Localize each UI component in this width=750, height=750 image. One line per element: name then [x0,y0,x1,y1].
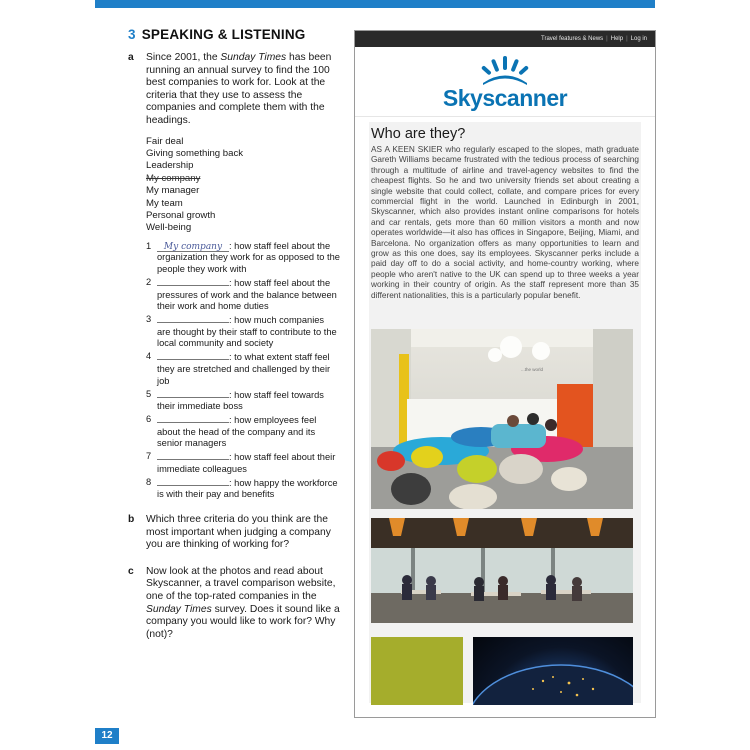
task-a-text-1: Since 2001, the [146,52,221,63]
answer-blank[interactable] [157,351,229,360]
page-number: 12 [95,728,119,744]
heading-option: Fair deal [146,135,184,147]
exercise-column [128,27,340,641]
answer-blank[interactable] [157,451,229,460]
nav-link-travel[interactable]: Travel features & News [541,36,604,42]
answer-blank[interactable] [157,414,229,423]
task-a-letter: a [128,52,134,63]
criteria-item [146,414,340,450]
item-number: 1 [146,240,152,251]
section-number: 3 [128,27,136,42]
nav-link-login[interactable]: Log in [630,36,647,42]
heading-option: Leadership [146,160,194,172]
answer-blank[interactable]: My company [157,243,229,252]
heading-option: My manager [146,185,200,197]
task-b-letter: b [128,514,135,526]
article-nav-bar: Travel features & News | Help | Log in [355,31,655,47]
top-accent-bar [95,0,655,8]
item-number: 2 [146,276,152,287]
task-a-text-2: has been running an annual survey to find the 100 best companies to work for. Look at the criteria that they use to assess the companies and complete them with the headings. [146,52,332,126]
sunrise-logo-icon [477,54,533,86]
nav-link-help[interactable]: Help [610,36,624,42]
task-a [128,52,340,128]
answer-blank[interactable] [157,477,229,486]
answer-blank[interactable] [157,277,229,286]
heading-option: My team [146,197,183,209]
criteria-item [146,277,340,313]
wall-text: ...the world [521,367,544,372]
item-text: : how staff feel towards their immediate boss [157,389,324,412]
headings-list [128,136,340,235]
green-color-block [371,637,463,705]
item-number: 8 [146,476,152,487]
item-text: : how employees feel about the head of the company and its senior managers [157,415,317,449]
item-number: 6 [146,414,152,425]
heading-option: Personal growth [146,210,216,221]
item-text: : to what extent staff feel they are stretched and challenged by their job [157,352,331,386]
criteria-item [146,351,340,387]
heading-option-used: My company [146,172,201,184]
answer-blank[interactable] [157,314,229,323]
item-text: : how much companies are thought by their staff to contribute to the local community and society [157,315,337,349]
item-number: 5 [146,388,152,399]
office-lounge-photo [371,329,633,509]
skyscanner-logo [355,47,655,117]
task-c-text-2: survey. Does it sound like a company you would like to work for? Why (not)? [146,603,340,640]
item-text: : how staff feel about the pressures of work and the balance between their work and home duties [157,277,337,312]
item-number: 7 [146,451,152,462]
task-c [128,566,340,642]
heading-option: Well-being [146,222,192,234]
task-c-text-italic: Sunday Times [146,603,212,615]
criteria-item [146,477,340,501]
task-c-letter: c [128,565,134,577]
criteria-item [146,314,340,350]
item-text: : how staff feel about their immediate colleagues [157,452,336,474]
brand-wordmark: Skyscanner [442,85,568,111]
item-number: 3 [146,314,152,325]
item-text: : how happy the workforce is with their pay and benefits [157,477,338,500]
item-text: : how staff feel about the organization they work for as opposed to the people they work with [157,240,340,274]
section-heading [128,27,340,42]
task-a-text-italic: Sunday Times [220,52,287,63]
criteria-item [146,241,340,276]
item-number: 4 [146,351,152,362]
section-title: SPEAKING & LISTENING [141,27,306,42]
article-paragraph: AS A KEEN SKIER who regularly escaped to the slopes, math graduate Gareth Williams became frustrated with the tedious process of searching through a multitude of airline and travel-agency websites to find the cheapest flights. So he and two university friends set about creating a single website that could collect, collate, and compare prices for every commercial flight in the world. Launched in Edinburgh in 2001, Skyscanner, which also provides instant online comparisons for hotels and car rentals, gets more than 60 million visitors a month and now operates worldwide—it also has offices in Singapore, Beijing, Miami, and Barcelona. No organization offers as many opportunities to learn and grow as this one does, say its employees. Skyscanner perks include a paid day off to do a social activity, and home-country working, where people who aren't native to the UK can spend up to three weeks a year working in their country of origin. As the staff represent more than 35 different nationalities, this is a particularly popular benefit. [371,145,639,300]
task-c-text-1: Now look at the photos and read about Skyscanner, a travel comparison website, one of the top-rated companies in the [146,565,336,602]
task-b-text: Which three criteria do you think are the most important when judging a company you are thinking of working for? [146,514,331,551]
earth-at-night-photo [473,637,633,705]
criteria-item [146,389,340,413]
criteria-item [146,451,340,475]
office-cafeteria-photo [371,518,633,623]
article-body [369,122,641,703]
article-heading: Who are they? [371,126,466,142]
task-b [128,514,340,552]
answer-blank[interactable] [157,389,229,398]
heading-option: Giving something back [146,147,244,159]
criteria-list [128,241,340,501]
skyscanner-article [354,30,656,718]
